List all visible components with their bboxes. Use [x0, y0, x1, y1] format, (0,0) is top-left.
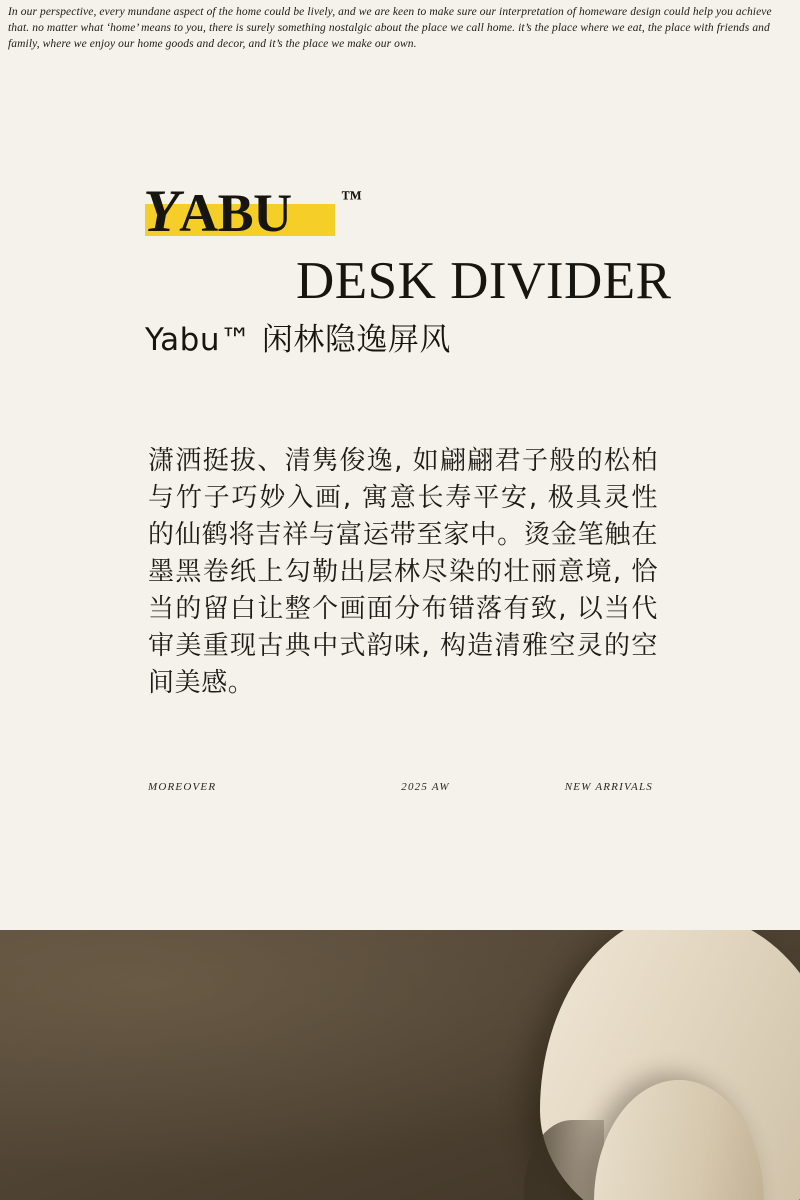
product-subtitle-cn: Yabu™ 闲林隐逸屏风	[145, 322, 451, 358]
intro-paragraph: In our perspective, every mundane aspect of the home could be lively, and we are keen to make sure our interpretation of homeware design could help you achieve that. no matter what ‘home’ means to you, there is surely something nostalgic about the place we call home. it’s the place where we eat, the place with friends and family, where we enjoy our home goods and decor, and it’s the place we make our own.	[8, 5, 772, 50]
product-photo-band	[0, 930, 800, 1200]
brand-swash-letter: Y	[143, 178, 180, 244]
meta-left-label: MOREOVER	[148, 781, 217, 793]
trademark-symbol: ™	[341, 186, 362, 210]
brand-line	[145, 180, 800, 250]
brand-wordmark	[143, 180, 292, 244]
product-title: DESK DIVIDER	[296, 252, 672, 310]
body-paragraph-cn: 潇洒挺拔、清隽俊逸, 如翩翩君子般的松柏与竹子巧妙入画, 寓意长寿平安, 极具灵性的仙鹤将吉祥与富运带至家中。烫金笔触在墨黑卷纸上勾勒出层林尽染的壮丽意境, 恰当的留白让整个画面分布错落有致, 以当代审美重现古典中式韵味, 构造清雅空灵的空间美感。	[148, 446, 658, 698]
brand-wordmark-rest: ABU	[179, 183, 292, 243]
meta-row	[148, 781, 653, 793]
meta-season-label: 2025 AW	[401, 781, 450, 793]
title-block	[0, 180, 800, 362]
meta-right-label: NEW ARRIVALS	[564, 781, 653, 793]
